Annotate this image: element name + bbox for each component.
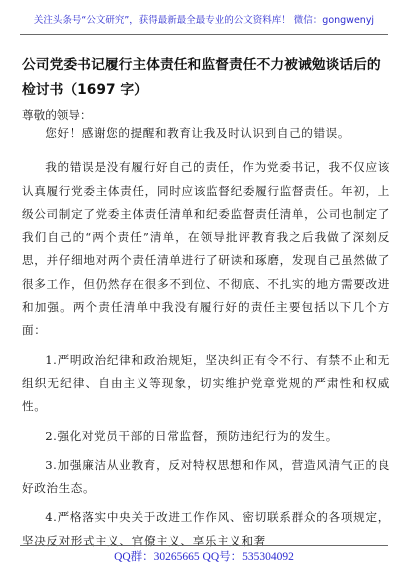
list-item-2: 2.强化对党员干部的日常监督，预防违纪行为的发生。 bbox=[45, 428, 338, 443]
salutation: 尊敬的领导： bbox=[22, 108, 92, 122]
header-banner: 关注头条号“公文研究”，获得最新最全最专业的公文资料库！ 微信：gongwenyj bbox=[20, 10, 388, 35]
list-item-4: 4.严格落实中央关于改进工作作风、密切联系群众的各项规定，坚决反对形式主义、官僚主义、享乐主义和奢 bbox=[22, 510, 390, 548]
list-item-3: 3.加强廉洁从业教育，反对特权思想和作风，营造风清气正的良好政治生态。 bbox=[22, 457, 390, 496]
paragraph-main: 我的错误是没有履行好自己的责任，作为党委书记，我不仅应该认真履行党委主体责任，同时应该监督纪委履行监督责任。年初，上级公司制定了党委主体责任清单和纪委监督责任清单，公司也制定了我们自己的“两个责任”清单，在领导批评教育我之后我做了深刻反思，并仔细地对两个责任清单进行了研读和琢磨，发现自己虽然做了很多工作，但仍然存在很多不到位、不彻底、不扎实的地方需要改进和加强。两个责任清单中我没有履行好的责任主要包括以下几个方面： bbox=[22, 160, 390, 338]
document-body bbox=[22, 122, 390, 553]
paragraph-greeting: 您好！感谢您的提醒和教育让我及时认识到自己的错误。 bbox=[45, 126, 351, 140]
document-title: 公司党委书记履行主体责任和监督责任不力被诫勉谈话后的检讨书（1697 字） bbox=[22, 57, 381, 98]
list-item-1: 1.严明政治纪律和政治规矩，坚决纠正有令不行、有禁不止和无组织无纪律、自由主义等现象，切实维护党章党规的严肃性和权威性。 bbox=[22, 352, 390, 414]
footer-contact: QQ群：30265665 QQ号：535304092 bbox=[20, 545, 388, 568]
